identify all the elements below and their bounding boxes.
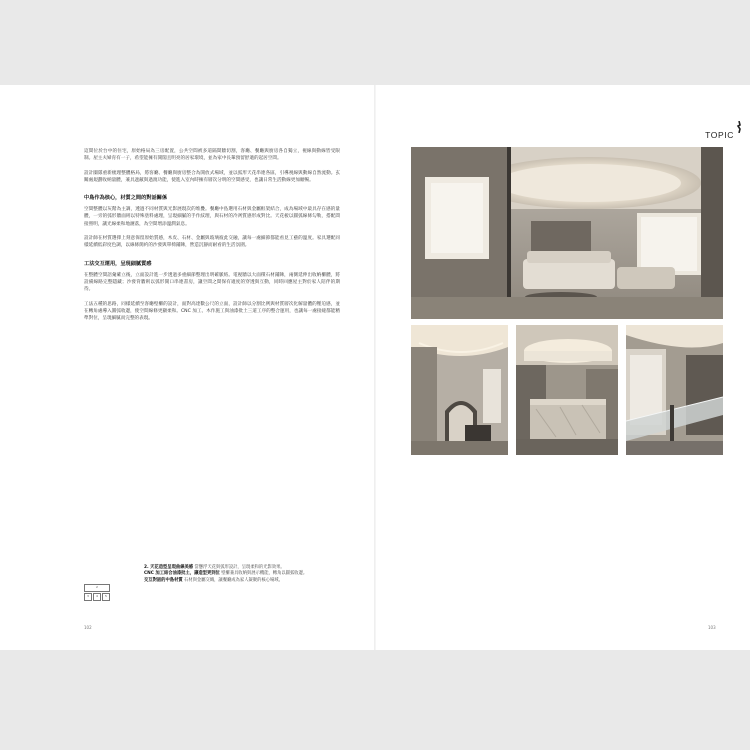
section-heading-2: 工法交互運用，呈現細膩質感	[84, 260, 152, 267]
section-2-paragraph-2: 工法五種的思路，同樣延續至客廳壁櫃的設計，面對高達數公尺的立面，設計師以分割比例與材質層次化解量體的壓迫感，並在轉角處導入圓弧收邊，使空間線條更顯柔和。CNC 加工、木作施工與油漆批土三道工序的整合運用，也讓每一處接縫都能精準對位，呈現細膩而完整的表現。	[84, 301, 340, 322]
diagram-cell: 4	[93, 593, 101, 601]
topic-mark-icon	[736, 121, 742, 133]
caption-line-2: CNC 加工結合油漆批土，讓造型更到位 壁櫃兼具收納與展示機能，轉角以圓弧收邊。	[144, 571, 308, 577]
topic-header	[705, 123, 734, 140]
diagram-cell: 5	[102, 593, 110, 601]
living-room-photo	[411, 147, 723, 319]
topic-label: TOPIC	[705, 130, 734, 140]
intro-paragraph-2: 設計團隊重新梳理整體格局，將客廳、餐廳與廚房整合為開放式場域，並以弧形天花串連各區，引導視線與動線自然流動。玄關處規劃收納量體，兼具遮蔽與過渡功能，使進入室內時擁有層次分明的空間感受，也讓日常生活動線更加順暢。	[84, 170, 340, 183]
page-number-left: 102	[84, 625, 92, 630]
section-2-paragraph-1: 在整體空間語彙確立後，立面設計進一步透過多重細節整理出明確脈絡。電視牆以大面積石材鋪陳，兩側延伸出收納櫃體，將設備線路完整隱藏；沙發背牆則以弧形開口串連書房，讓空間之間保有適度的穿透與互動，同時回應屋主對於家人陪伴的期待。	[84, 272, 340, 293]
diagram-cell: 3	[84, 593, 92, 601]
intro-paragraph-1: 這間位於台中的住宅，原始格局為三房配置，公共空間被多道隔間牆切割，客廳、餐廳與廚房各自獨立，視線與動線皆受限制。屋主夫婦育有一子，希望能擁有開闊且明亮的居家環境，並為家中長輩預留舒適的起居空間。	[84, 149, 340, 162]
dining-detail-photo	[626, 325, 723, 455]
article-body	[84, 148, 340, 329]
kitchen-island-photo	[516, 325, 618, 455]
photo-layout-diagram	[84, 584, 110, 601]
arched-corridor-photo	[411, 325, 508, 455]
section-1-paragraph-2: 設計師在材質選擇上刻意保留原始質感，木皮、石材、金屬與玻璃彼此交融，讓每一處細節都能看見工藝的溫度。家具選配同樣延續低彩度色調，以線條簡約的沙發與單椅鋪陳，營造沉靜而耐看的生活氛圍。	[84, 236, 340, 249]
caption-text	[84, 565, 340, 584]
right-page	[375, 85, 750, 650]
magazine-spread	[0, 85, 750, 650]
diagram-cell: 2	[84, 584, 110, 592]
section-1-paragraph-1: 空間整體以灰階為主調，透過不同材質與光影展現次的堆疊。餐廳中島選用石材與金屬框架結合，成為場域中最具存在感的量體，一旁的弧形牆面則以特殊塗料處理，呈現細膩的手作紋理，與石材的冷冽質感形成對比。天花板以圓弧線條勾勒，搭配間接照明，讓光線柔和地灑落，為空間增添溫潤氣息。	[84, 207, 340, 227]
caption-line-3: 交互對話的中島材質 石材與金屬交織，讓餐廳成為家人凝聚的核心場域。	[144, 577, 283, 583]
left-page	[0, 85, 375, 650]
caption-line-1: 2. 天花造型呈現曲線美感 當懸浮天花與弧形設計，呈現柔和的光影效果。	[144, 565, 285, 570]
page-number-right: 103	[708, 625, 716, 630]
section-heading-1: 中島作為核心，材質之間的對話關係	[84, 195, 168, 202]
